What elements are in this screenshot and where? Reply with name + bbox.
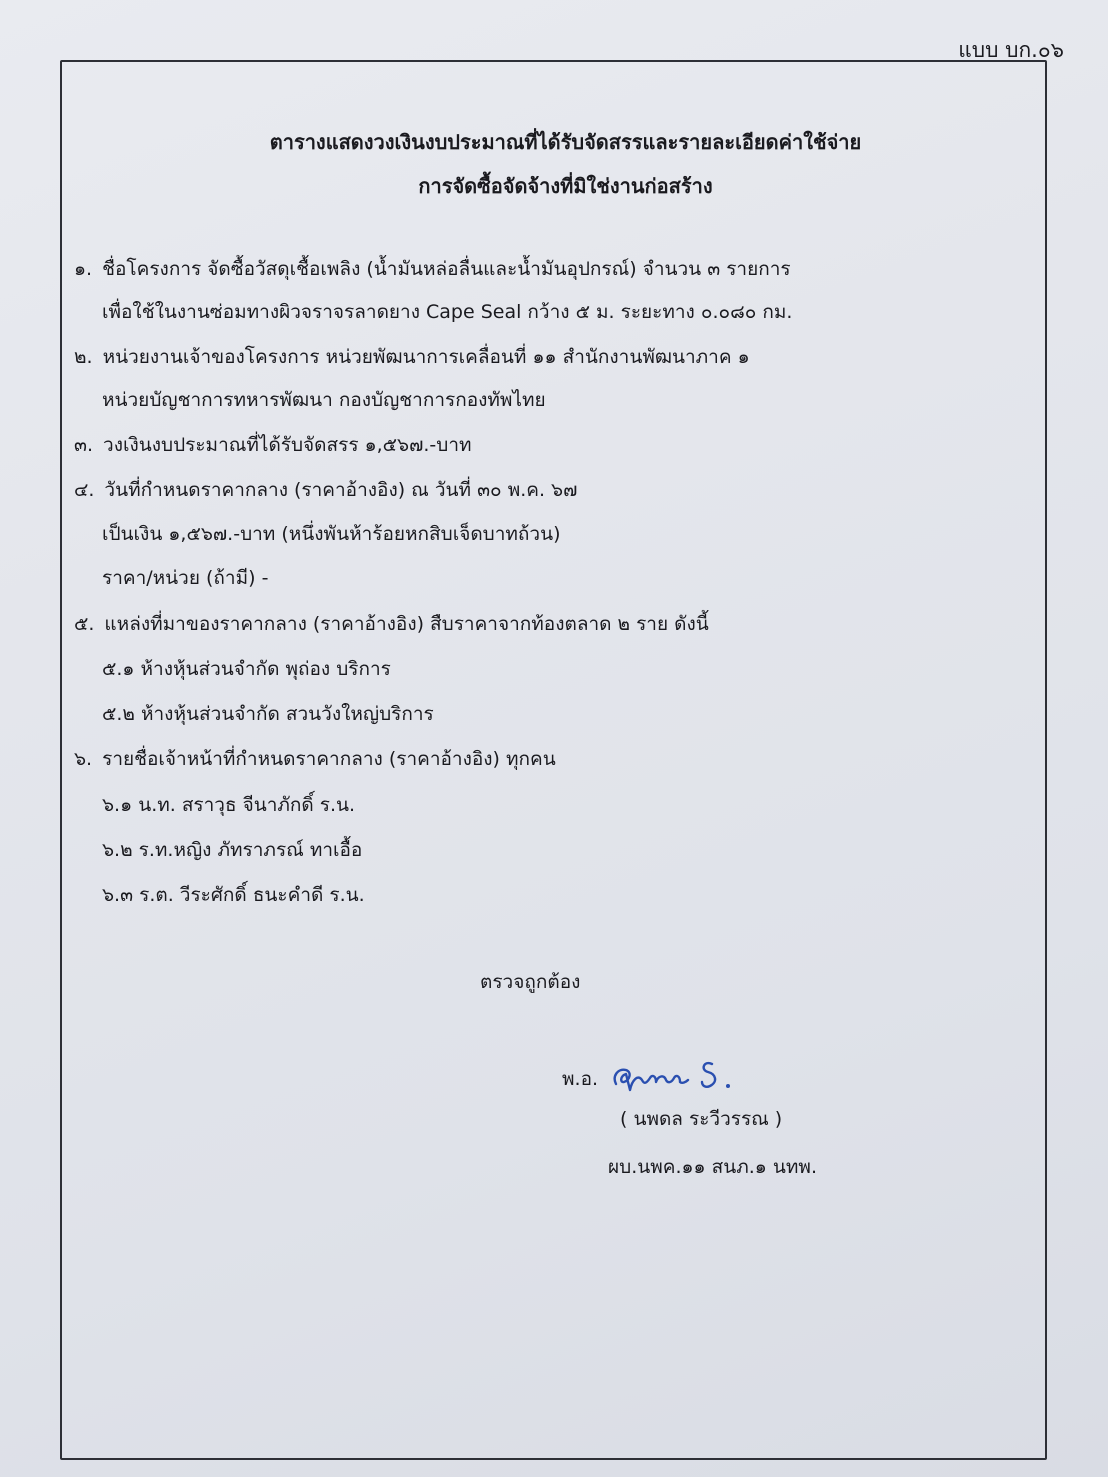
item-number: ๕. <box>74 613 95 635</box>
item-number: ๖. <box>74 748 93 770</box>
item-number: ๑. <box>74 258 93 280</box>
item-4-amount: เป็นเงิน ๑,๕๖๗.-บาท (หนึ่งพันห้าร้อยหกสิบเจ็ดบาทถ้วน) <box>102 523 561 545</box>
signature-icon <box>608 1050 758 1100</box>
item-4-unit-price: ราคา/หน่วย (ถ้ามี) - <box>102 567 269 589</box>
item-4 <box>74 475 577 505</box>
item-3 <box>74 430 472 460</box>
item-5-1: ๕.๑ ห้างหุ้นส่วนจำกัด พุถ่อง บริการ <box>102 658 391 680</box>
item-number: ๓. <box>74 434 94 456</box>
item-6 <box>74 744 556 774</box>
signer-position: ผบ.นพค.๑๑ สนภ.๑ นทพ. <box>608 1156 817 1178</box>
signature-row <box>562 1050 758 1100</box>
document-subtitle: การจัดซื้อจัดจ้างที่มิใช่งานก่อสร้าง <box>418 174 713 198</box>
document-title: ตารางแสดงวงเงินงบประมาณที่ได้รับจัดสรรและรายละเอียดค่าใช้จ่าย <box>269 130 862 154</box>
item-5-2: ๕.๒ ห้างหุ้นส่วนจำกัด สวนวังใหญ่บริการ <box>102 703 434 725</box>
item-number: ๔. <box>74 479 95 501</box>
item-text: แหล่งที่มาของราคากลาง (ราคาอ้างอิง) สืบราคาจากท้องตลาด ๒ ราย ดังนี้ <box>104 613 709 635</box>
verification-label: ตรวจถูกต้อง <box>480 971 581 993</box>
document-sheet <box>60 60 1047 1460</box>
handwritten-signature <box>608 1050 758 1100</box>
signer-rank: พ.อ. <box>562 1068 599 1090</box>
item-1 <box>74 254 791 284</box>
form-code: แบบ บก.๐๖ <box>958 38 1064 62</box>
item-6-3: ๖.๓ ร.ต. วีระศักดิ์ ธนะคำดี ร.น. <box>102 884 365 906</box>
item-number: ๒. <box>74 346 93 368</box>
item-text: ชื่อโครงการ จัดซื้อวัสดุเชื้อเพลิง (น้ำมันหล่อลื่นและน้ำมันอุปกรณ์) จำนวน ๓ รายการ <box>102 258 791 280</box>
item-6-1: ๖.๑ น.ท. สราวุธ จีนาภักดิ์ ร.น. <box>102 794 356 816</box>
item-1-continuation: เพื่อใช้ในงานซ่อมทางผิวจราจรลาดยาง Cape Seal กว้าง ๕ ม. ระยะทาง ๐.๐๘๐ กม. <box>102 301 793 323</box>
item-text: หน่วยงานเจ้าของโครงการ หน่วยพัฒนาการเคลื่อนที่ ๑๑ สำนักงานพัฒนาภาค ๑ <box>102 346 750 368</box>
item-text: วันที่กำหนดราคากลาง (ราคาอ้างอิง) ณ วันที่ ๓๐ พ.ค. ๖๗ <box>104 479 578 501</box>
item-text: วงเงินงบประมาณที่ได้รับจัดสรร ๑,๕๖๗.-บาท <box>103 434 472 456</box>
signer-name: ( นพดล ระวีวรรณ ) <box>620 1108 783 1130</box>
item-2 <box>74 342 750 372</box>
item-5 <box>74 609 709 639</box>
item-text: รายชื่อเจ้าหน้าที่กำหนดราคากลาง (ราคาอ้างอิง) ทุกคน <box>102 748 556 770</box>
item-6-2: ๖.๒ ร.ท.หญิง ภัทราภรณ์ ทาเอื้อ <box>102 839 363 861</box>
item-2-continuation: หน่วยบัญชาการทหารพัฒนา กองบัญชาการกองทัพไทย <box>102 389 546 411</box>
